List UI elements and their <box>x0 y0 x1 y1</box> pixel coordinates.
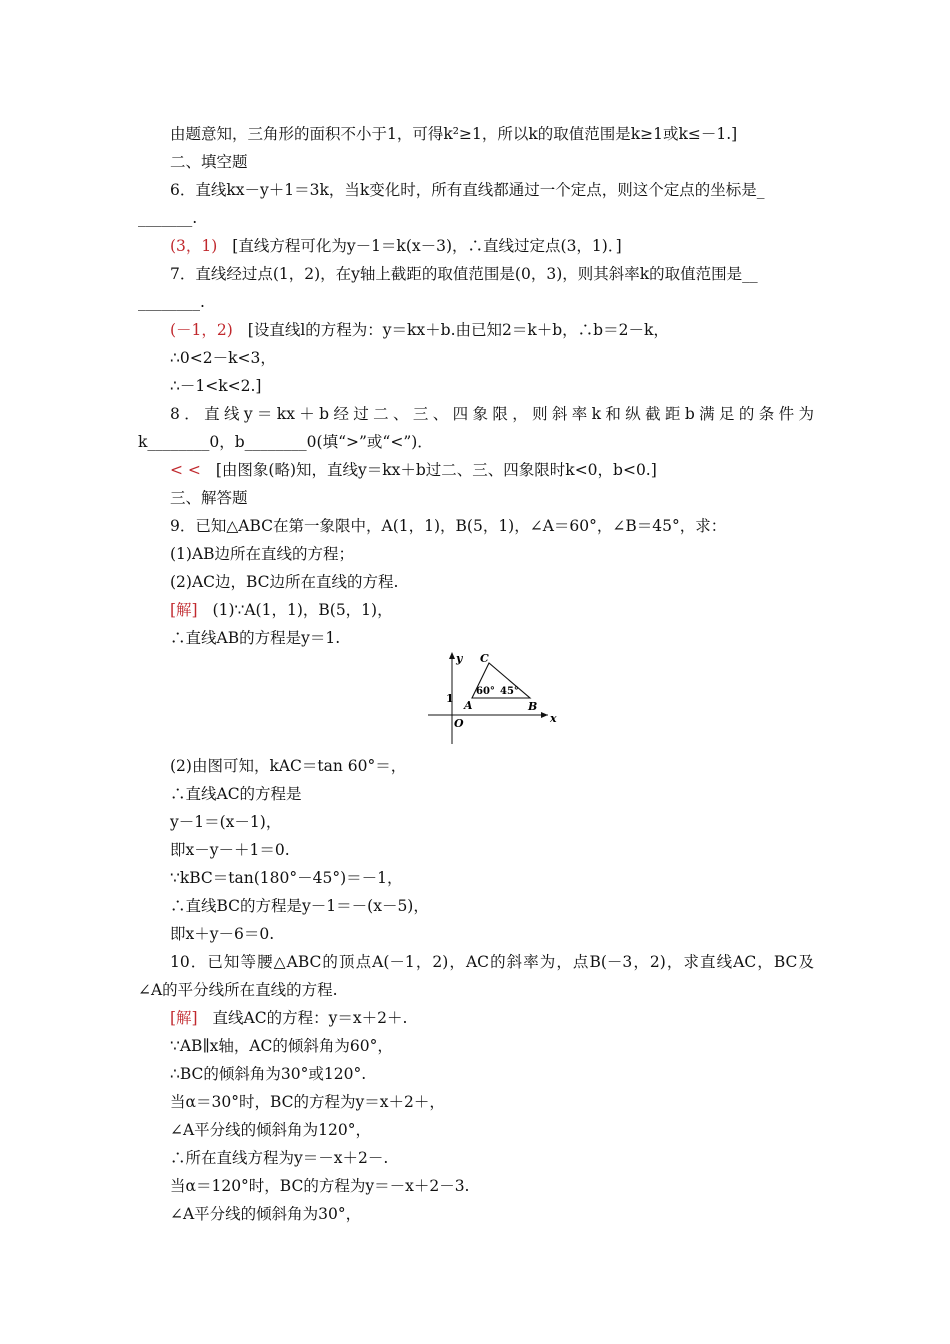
solution-9-slope-bc: ∵kBC＝tan(180°－45°)＝－1， <box>170 869 403 887</box>
solution-10-case-30: 当α＝30°时，BC的方程为y＝x＋2＋， <box>170 1093 445 1111</box>
solution-9-start <box>170 600 393 620</box>
solution-10-bisector-line-1: ∴所在直线方程为y＝－x＋2－. <box>170 1149 389 1167</box>
section-solve: 三、解答题 <box>170 489 248 507</box>
solution-9-line-ac: ∴直线AC的方程是 <box>170 785 302 803</box>
answer-6 <box>170 236 622 256</box>
answer-6-explanation: [直线方程可化为y－1＝k(x－3)，∴直线过定点(3，1)．] <box>232 237 622 255</box>
question-6: 6．直线kx－y＋1＝3k，当k变化时，所有直线都通过一个定点，则这个定点的坐标是_ <box>170 181 765 199</box>
answer-7-value: (－1，2) <box>170 321 233 339</box>
question-9: 9．已知△ABC在第一象限中，A(1，1)，B(5，1)，∠A＝60°，∠B＝45°，求： <box>170 517 727 535</box>
solution-10-case-120: 当α＝120°时，BC的方程为y＝－x＋2－3. <box>170 1177 470 1195</box>
question-9-part-1: (1)AB边所在直线的方程； <box>170 545 355 563</box>
answer-8 <box>170 460 657 480</box>
question-10: 10．已知等腰△ABC的顶点A(－1，2)，AC的斜率为，点B(－3，2)，求直线AC，BC及 <box>170 953 814 971</box>
y-axis-arrow <box>449 652 455 659</box>
x-axis-label: x <box>550 712 557 725</box>
solution-10-ab-parallel: ∵AB∥x轴，AC的倾斜角为60°， <box>170 1037 393 1055</box>
answer-7-result: ∴－1<k<2.] <box>170 377 262 395</box>
question-6-blank: _______. <box>138 209 198 227</box>
solution-9-slope-ac: (2)由图可知，kAC＝tan 60°＝， <box>170 757 407 775</box>
solution-10-bisector-30: ∠A平分线的倾斜角为30°， <box>170 1205 362 1223</box>
solution-9-line-ab: ∴直线AB的方程是y＝1. <box>170 629 341 647</box>
solution-10-bisector-120: ∠A平分线的倾斜角为120°， <box>170 1121 372 1139</box>
solution-9-part-1: (1)∵A(1，1)，B(5，1)， <box>212 601 393 619</box>
point-b-label: B <box>528 700 538 713</box>
point-c-label: C <box>480 652 489 665</box>
section-fill-in: 二、填空题 <box>170 153 248 171</box>
question-9-part-2: (2)AC边，BC边所在直线的方程. <box>170 573 399 591</box>
solution-10-bc-angle: ∴BC的倾斜角为30°或120°. <box>170 1065 367 1083</box>
y-axis-label: y <box>456 652 463 665</box>
solution-10-start <box>170 1008 407 1028</box>
solution-10-line-ac: 直线AC的方程：y＝x＋2＋. <box>212 1009 408 1027</box>
answer-7-explanation: [设直线l的方程为：y＝kx＋b.由已知2＝k＋b，∴b＝2－k， <box>247 321 669 339</box>
question-10-cont: ∠A的平分线所在直线的方程. <box>138 981 338 999</box>
question-8-blanks: k________0，b________0(填“>”或“<”)． <box>138 433 433 451</box>
answer-6-value: (3，1) <box>170 237 218 255</box>
solution-9-ac-equation: y－1＝(x－1)， <box>170 813 282 831</box>
answer-7-step: ∴0<2－k<3， <box>170 349 276 367</box>
answer-5-tail: 由题意知，三角形的面积不小于1，可得k²≥1，所以k的取值范围是k≥1或k≤－1.] <box>170 125 738 143</box>
x-axis-arrow <box>541 712 548 718</box>
question-7: 7．直线经过点(1，2)，在y轴上截距的取值范围是(0，3)，则其斜率k的取值范围是__ <box>170 265 758 283</box>
solution-9-ac-general: 即x－y－＋1＝0. <box>170 841 290 859</box>
answer-7 <box>170 320 669 340</box>
tick-one-label: 1 <box>446 692 454 705</box>
angle-a-label: 60° <box>476 686 495 697</box>
origin-label: O <box>454 717 464 730</box>
answer-8-value: < < <box>170 461 201 479</box>
question-7-blank: ________. <box>138 293 205 311</box>
solution-9-label: [解] <box>170 601 198 619</box>
triangle-figure <box>428 650 558 746</box>
point-a-label: A <box>464 699 473 712</box>
solution-9-line-bc: ∴直线BC的方程是y－1＝－(x－5)， <box>170 897 429 915</box>
solution-9-bc-general: 即x＋y－6＝0. <box>170 925 275 943</box>
solution-10-label: [解] <box>170 1009 198 1027</box>
angle-b-label: 45° <box>500 686 519 697</box>
question-8: 8．直线y＝kx＋b经过二、三、四象限，则斜率k和纵截距b满足的条件为 <box>170 405 814 423</box>
answer-8-explanation: [由图象(略)知，直线y＝kx＋b过二、三、四象限时k<0，b<0.] <box>215 461 657 479</box>
